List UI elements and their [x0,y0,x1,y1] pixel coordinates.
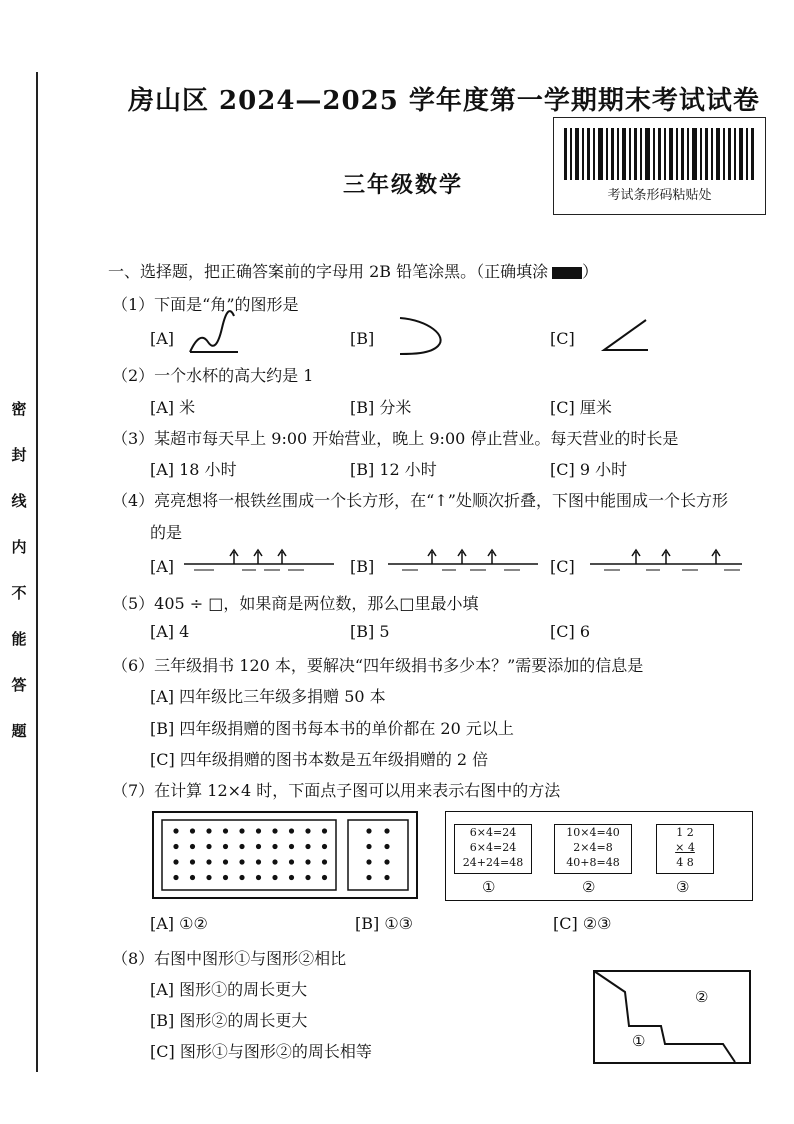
dot [190,875,195,880]
dot [366,828,371,833]
binding-line [36,72,38,1072]
filled-box-icon [552,267,582,279]
dot [223,828,228,833]
dot [272,844,277,849]
q5-option-b[interactable]: [B] 5 [350,622,390,641]
section-heading-text: 一、选择题，把正确答案前的字母用 2B 铅笔涂黑。（正确填涂 [108,262,549,281]
question-5-stem: （5）405 ÷ □，如果商是两位数，那么□里最小填 [112,594,479,613]
dot [366,859,371,864]
dot [173,828,178,833]
q2-option-a[interactable]: [A] 米 [150,398,196,417]
q5-option-a[interactable]: [A] 4 [150,622,190,641]
q1-option-a[interactable]: [A] [150,329,175,348]
method-2-label: ② [582,878,596,896]
dot-array-figure [152,811,418,899]
dot [305,844,310,849]
seal-char: 答 [11,676,27,694]
dot [190,828,195,833]
q4-option-c[interactable]: [C] [550,557,575,576]
dot [206,844,211,849]
dot [322,828,327,833]
dot [256,859,261,864]
q7-option-c[interactable]: [C] ②③ [553,914,612,933]
seal-char: 封 [11,446,27,464]
dot [173,844,178,849]
q7-option-a[interactable]: [A] ①② [150,914,208,933]
question-2-stem: （2）一个水杯的高大约是 1 [112,366,314,385]
dot [239,828,244,833]
q8-option-a[interactable]: [A] 图形①的周长更大 [150,980,308,999]
dot [206,859,211,864]
method-1-box [454,824,532,874]
method-3-line: 4 8 [676,856,694,869]
shape-2-label: ② [695,988,709,1006]
method-3-label: ③ [676,878,690,896]
zigzag-shape-icon [188,312,244,356]
wire-diagram-c [590,548,742,576]
dot [289,859,294,864]
barcode-icon [564,128,754,180]
barcode-area [553,117,766,215]
curve-shape-icon [398,316,446,358]
seal-char: 不 [11,584,27,602]
barcode-label: 考试条形码粘贴处 [607,188,712,203]
dot [239,859,244,864]
question-4-stem-line2: 的是 [150,523,183,542]
dot [223,875,228,880]
method-1-label: ① [482,878,496,896]
q8-option-c[interactable]: [C] 图形①与图形②的周长相等 [150,1042,372,1061]
seal-char: 题 [11,722,27,740]
dot [206,828,211,833]
dot [384,828,389,833]
dot [223,844,228,849]
dot [289,844,294,849]
section-heading-end: ） [582,262,599,281]
method-1-line: 6×4=24 [469,841,517,854]
q1-option-c[interactable]: [C] [550,329,575,348]
section-heading [108,259,598,282]
dot [322,844,327,849]
dot [305,875,310,880]
dot [366,844,371,849]
q6-option-c[interactable]: [C] 四年级捐赠的图书本数是五年级捐赠的 2 倍 [150,750,489,769]
dot [256,844,261,849]
seal-char: 能 [11,630,27,648]
method-3-box [656,824,714,874]
q3-option-c[interactable]: [C] 9 小时 [550,460,628,479]
dot [223,859,228,864]
q5-option-c[interactable]: [C] 6 [550,622,590,641]
dot [190,859,195,864]
question-1-stem: （1）下面是“角”的图形是 [112,295,299,314]
dot [256,875,261,880]
dot [366,875,371,880]
method-3-line: × 4 [675,841,695,854]
dot [272,875,277,880]
dot [322,859,327,864]
dot [239,875,244,880]
q3-option-a[interactable]: [A] 18 小时 [150,460,237,479]
dot [289,875,294,880]
dot [206,875,211,880]
dot [305,859,310,864]
q3-option-b[interactable]: [B] 12 小时 [350,460,437,479]
shape-1-label: ① [632,1032,646,1050]
method-3-line: 1 2 [676,826,694,839]
q8-option-b[interactable]: [B] 图形②的周长更大 [150,1011,308,1030]
dot [289,828,294,833]
question-3-stem: （3）某超市每天早上 9:00 开始营业，晚上 9:00 停止营业。每天营业的时长是 [112,429,679,448]
dot [384,859,389,864]
dot [305,828,310,833]
q2-option-c[interactable]: [C] 厘米 [550,398,612,417]
exam-subtitle: 三年级数学 [343,172,464,198]
q4-option-b[interactable]: [B] [350,557,375,576]
dot [384,844,389,849]
dot [272,859,277,864]
wire-diagram-b [388,548,538,576]
dot [384,875,389,880]
seal-line-notice [8,398,30,766]
seal-char: 线 [11,492,27,510]
seal-char: 内 [11,538,27,556]
perimeter-figure [593,970,753,1066]
method-2-box [554,824,632,874]
q1-option-b[interactable]: [B] [350,329,375,348]
method-2-line: 40+8=48 [566,856,620,869]
dot [256,828,261,833]
q4-option-a[interactable]: [A] [150,557,175,576]
method-1-line: 6×4=24 [469,826,517,839]
question-8-stem: （8）右图中图形①与图形②相比 [112,949,347,968]
q7-option-b[interactable]: [B] ①③ [355,914,414,933]
q6-option-a[interactable]: [A] 四年级比三年级多捐赠 50 本 [150,687,386,706]
dot [272,828,277,833]
method-2-line: 2×4=8 [573,841,613,854]
dot [173,859,178,864]
question-4-stem-line1: （4）亮亮想将一根铁丝围成一个长方形，在“↑”处顺次折叠，下图中能围成一个长方形 [112,491,728,510]
question-6-stem: （6）三年级捐书 120 本，要解决“四年级捐书多少本？”需要添加的信息是 [112,656,644,675]
seal-char: 密 [11,400,27,418]
question-7-stem: （7）在计算 12×4 时，下面点子图可以用来表示右图中的方法 [112,781,561,800]
exam-title: 房山区 2024—2025 学年度第一学期期末考试试卷 [128,86,760,116]
method-2-line: 10×4=40 [566,826,620,839]
methods-figure [445,811,753,901]
method-1-line: 24+24=48 [462,856,524,869]
dot [239,844,244,849]
q6-option-b[interactable]: [B] 四年级捐赠的图书每本书的单价都在 20 元以上 [150,719,514,738]
dot [322,875,327,880]
wire-diagram-a [184,548,334,576]
dot [190,844,195,849]
dot [173,875,178,880]
angle-shape-icon [600,318,652,354]
q2-option-b[interactable]: [B] 分米 [350,398,412,417]
